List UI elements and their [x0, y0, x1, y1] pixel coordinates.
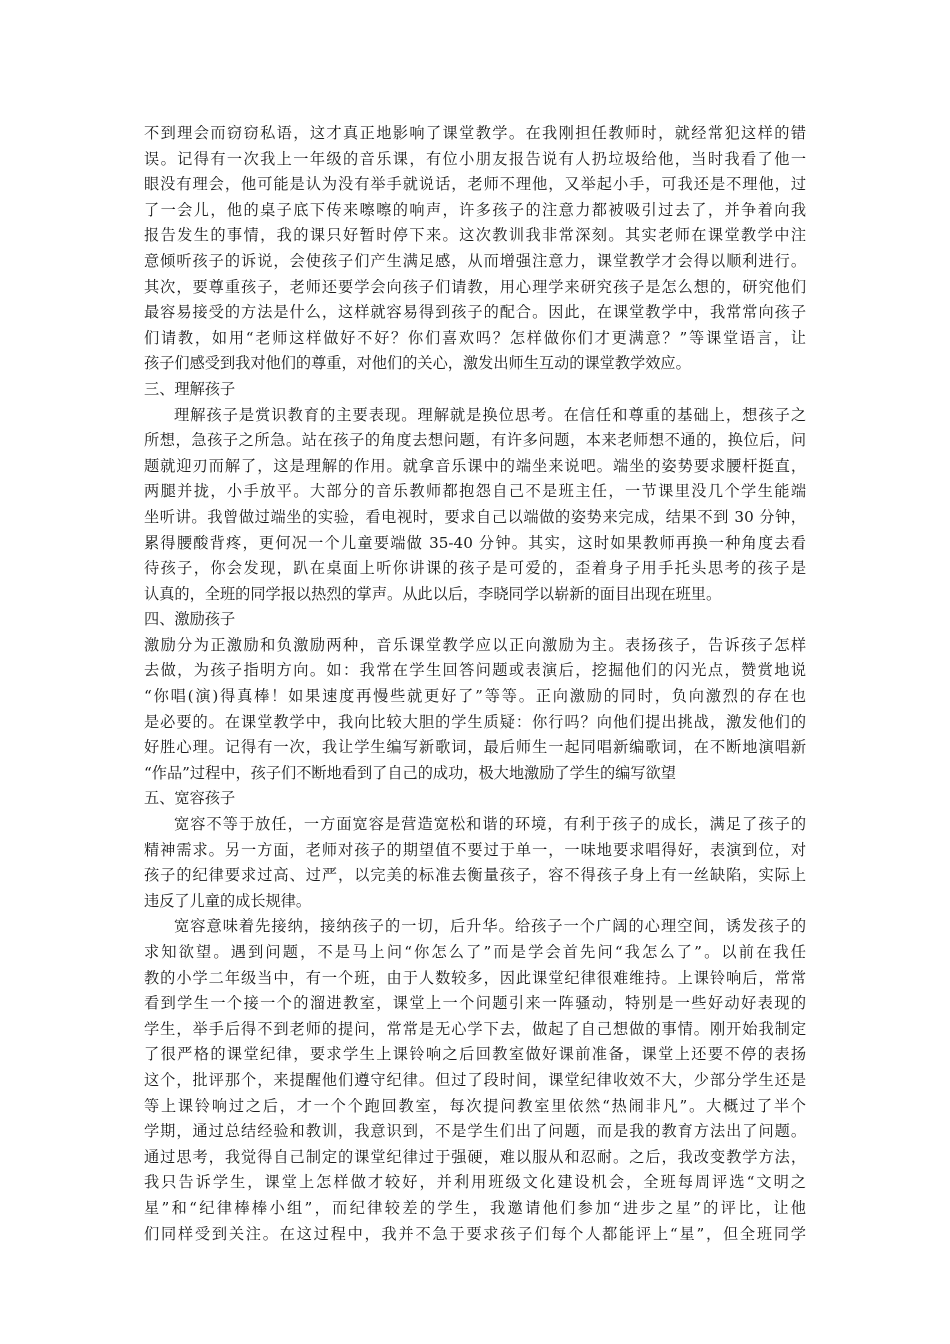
text-line: 激励分为正激励和负激励两种，音乐课堂教学应以正向激励为主。表扬孩子，告诉孩子怎样 — [144, 635, 806, 654]
section-heading: 五、宽容孩子 — [144, 789, 236, 808]
text-line: 意倾听孩子的诉说，会使孩子们产生满足感，从而增强注意力，课堂教学才会得以顺利进行。 — [144, 251, 806, 270]
text-line: 了很严格的课堂纪律，要求学生上课铃响之后回教室做好课前准备，课堂上还要不停的表扬 — [144, 1045, 806, 1064]
text-line: 教的小学二年级当中，有一个班，由于人数较多，因此课堂纪律很难维持。上课铃响后，常常 — [144, 968, 806, 987]
text-line: 认真的，全班的同学报以热烈的掌声。从此以后，李晓同学以崭新的面目出现在班里。 — [144, 584, 722, 603]
text-line: 孩子的纪律要求过高、过严，以完美的标准去衡量孩子，容不得孩子身上有一丝缺陷，实际上 — [144, 866, 806, 885]
text-line: 宽容意味着先接纳，接纳孩子的一切，后升华。给孩子一个广阔的心理空间，诱发孩子的 — [174, 917, 806, 936]
text-line: 最容易接受的方法是什么，这样就容易得到孩子的配合。因此，在课堂教学中，我常常向孩子 — [144, 303, 806, 322]
text-line: 报告发生的事情，我的课只好暂时停下来。这次教训我非常深刻。其实老师在课堂教学中注 — [144, 226, 806, 245]
text-line: “作品”过程中，孩子们不断地看到了自己的成功，极大地激励了学生的编写欲望 — [144, 763, 676, 782]
section-heading: 四、激励孩子 — [144, 610, 236, 629]
text-line: 题就迎刃而解了，这是理解的作用。就拿音乐课中的端坐来说吧。端坐的姿势要求腰杆挺直， — [144, 456, 806, 475]
text-line: 待孩子，你会发现，趴在桌面上听你讲课的孩子是可爱的，歪着身子用手托头思考的孩子是 — [144, 559, 806, 578]
section-heading: 三、理解孩子 — [144, 379, 236, 398]
text-line: 精神需求。另一方面，老师对孩子的期望值不要过于单一，一味地要求唱得好，表演到位，对 — [144, 840, 806, 859]
text-line: 去做，为孩子指明方向。如：我常在学生回答问题或表演后，挖掘他们的闪光点，赞赏地说 — [144, 661, 806, 680]
text-line: 学期，通过总结经验和教训，我意识到，不是学生们出了问题，而是我的教育方法出了问题。 — [144, 1122, 806, 1141]
text-line: 理解孩子是赏识教育的主要表现。理解就是换位思考。在信任和尊重的基础上，想孩子之 — [174, 405, 806, 424]
text-line: 累得腰酸背疼，更何况一个儿童要端做 35-40 分钟。其实，这时如果教师再换一种角度去看 — [144, 533, 806, 552]
text-line: 两腿并拢，小手放平。大部分的音乐教师都抱怨自己不是班主任，一节课里没几个学生能端 — [144, 482, 806, 501]
text-line: 其次，要尊重孩子，老师还要学会向孩子们请教，用心理学来研究孩子是怎么想的，研究他们 — [144, 277, 806, 296]
text-line: 眼没有理会，他可能是认为没有举手就说话，老师不理他，又举起小手，可我还是不理他，过 — [144, 175, 806, 194]
text-line: 求知欲望。遇到问题，不是马上问“你怎么了”而是学会首先问“我怎么了”。以前在我任 — [144, 943, 806, 961]
text-line: 这个，批评那个，来提醒他们遵守纪律。但过了段时间，课堂纪律收效不大，少部分学生还是 — [144, 1070, 806, 1089]
text-line: 违反了儿童的成长规律。 — [144, 891, 312, 910]
text-line: “你唱(演)得真棒！如果速度再慢些就更好了”等等。正向激励的同时，负向激烈的存在也 — [144, 687, 806, 706]
text-line: 通过思考，我觉得自己制定的课堂纪律过于强硬，难以服从和忍耐。之后，我改变教学方法， — [144, 1147, 806, 1166]
text-line: 是必要的。在课堂教学中，我向比较大胆的学生质疑：你行吗？向他们提出挑战，激发他们的 — [144, 712, 806, 731]
text-line: 了一会儿，他的桌子底下传来嚓嚓的响声，许多孩子的注意力都被吸引过去了，并争着向我 — [144, 200, 806, 219]
text-line: 所想，急孩子之所急。站在孩子的角度去想问题，有许多问题，本来老师想不通的，换位后，问 — [144, 431, 806, 450]
text-line: 坐听讲。我曾做过端坐的实验，看电视时，要求自己以端做的姿势来完成，结果不到 30 分钟， — [144, 507, 806, 526]
text-line: 星”和“纪律棒棒小组”，而纪律较差的学生，我邀请他们参加“进步之星”的评比，让他 — [144, 1198, 806, 1217]
text-line: 宽容不等于放任，一方面宽容是营造宽松和谐的环境，有利于孩子的成长，满足了孩子的 — [174, 815, 806, 834]
text-line: 误。记得有一次我上一年级的音乐课，有位小朋友报告说有人扔垃圾给他，当时我看了他一 — [144, 149, 806, 168]
text-line: 孩子们感受到我对他们的尊重，对他们的关心，激发出师生互动的课堂教学效应。 — [144, 354, 691, 373]
text-line: 等上课铃响过之后，才一个个跑回教室，每次提问教室里依然“热闹非凡”。大概过了半个 — [144, 1096, 806, 1115]
text-line: 们同样受到关注。在这过程中，我并不急于要求孩子们每个人都能评上“星”，但全班同学 — [144, 1224, 806, 1243]
text-line: 学生，举手后得不到老师的提问，常常是无心学下去，做起了自己想做的事情。刚开始我制定 — [144, 1019, 806, 1038]
text-line: 不到理会而窃窃私语，这才真正地影响了课堂教学。在我刚担任教师时，就经常犯这样的错 — [144, 124, 806, 142]
text-line: 好胜心理。记得有一次，我让学生编写新歌词，最后师生一起同唱新编歌词，在不断地演唱新 — [144, 738, 806, 757]
text-line: 们请教，如用“老师这样做好不好？你们喜欢吗？怎样做你们才更满意？”等课堂语言，让 — [144, 328, 806, 347]
text-line: 我只告诉学生，课堂上怎样做才较好，并利用班级文化建设机会，全班每周评选“文明之 — [144, 1173, 806, 1192]
text-line: 看到学生一个接一个的溜进教室，课堂上一个问题引来一阵骚动，特别是一些好动好表现的 — [144, 994, 806, 1013]
